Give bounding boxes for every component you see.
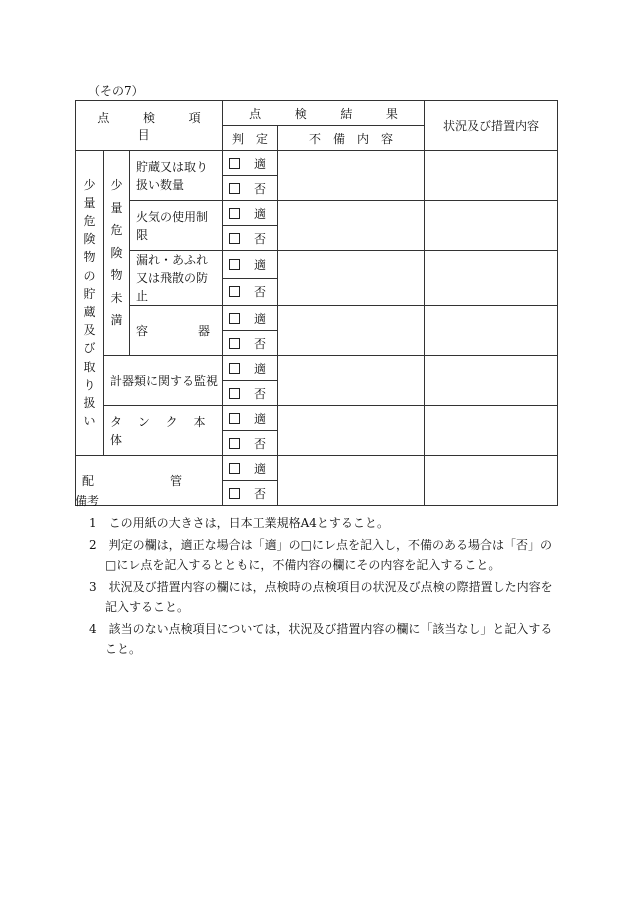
item-container: 容 器 — [130, 306, 223, 356]
deficiency-cell[interactable] — [278, 356, 425, 406]
status-cell[interactable] — [425, 201, 558, 251]
checkbox-icon[interactable] — [229, 158, 240, 169]
judge-ng-checkbox[interactable]: 否 — [223, 331, 278, 356]
remarks-note: 2 判定の欄は，適正な場合は「適」の□にレ点を記入し，不備のある場合は「否」の□にレ点を記入するとともに，不備内容の欄にその内容を記入すること。 — [89, 538, 552, 572]
inspection-table — [75, 100, 558, 506]
inner-category-label: 少 量 危 険 物 未 満 — [104, 151, 130, 356]
judge-ng-checkbox[interactable]: 否 — [223, 481, 278, 506]
header-check-item: 点 検 項 目 — [76, 101, 223, 151]
checkbox-icon[interactable] — [229, 438, 240, 449]
deficiency-cell[interactable] — [278, 406, 425, 456]
deficiency-cell[interactable] — [278, 251, 425, 306]
checkbox-icon[interactable] — [229, 208, 240, 219]
judge-ok-checkbox[interactable]: 適 — [223, 201, 278, 226]
judge-ng-checkbox[interactable]: 否 — [223, 278, 278, 306]
remarks-title: 備考 — [75, 494, 100, 508]
remarks-note: 3 状況及び措置内容の欄には，点検時の点検項目の状況及び点検の際措置した内容を記入すること。 — [89, 580, 553, 614]
deficiency-cell[interactable] — [278, 201, 425, 251]
header-check-result: 点 検 結 果 — [223, 101, 425, 126]
judge-ok-checkbox[interactable]: 適 — [223, 306, 278, 331]
checkbox-icon[interactable] — [229, 233, 240, 244]
judge-ok-checkbox[interactable]: 適 — [223, 356, 278, 381]
checkbox-icon[interactable] — [229, 313, 240, 324]
checkbox-icon[interactable] — [229, 183, 240, 194]
item-tank-body: タ ン ク 本 体 — [104, 406, 223, 456]
checkbox-icon[interactable] — [229, 363, 240, 374]
judge-ok-checkbox[interactable]: 適 — [223, 251, 278, 279]
checkbox-icon[interactable] — [229, 388, 240, 399]
deficiency-cell[interactable] — [278, 151, 425, 201]
status-cell[interactable] — [425, 251, 558, 306]
header-status-measures: 状況及び措置内容 — [425, 101, 558, 151]
status-cell[interactable] — [425, 306, 558, 356]
header-deficiency: 不 備 内 容 — [278, 126, 425, 151]
item-meter-monitoring: 計器類に関する監視 — [104, 356, 223, 406]
checkbox-icon[interactable] — [229, 259, 240, 270]
checkbox-icon[interactable] — [229, 286, 240, 297]
checkbox-icon[interactable] — [229, 463, 240, 474]
page-label: （その7） — [88, 84, 144, 98]
item-storage-quantity: 貯蔵又は取り扱い数量 — [130, 151, 223, 201]
header-judgement: 判 定 — [223, 126, 278, 151]
judge-ng-checkbox[interactable]: 否 — [223, 431, 278, 456]
checkbox-icon[interactable] — [229, 338, 240, 349]
checkbox-icon[interactable] — [229, 413, 240, 424]
remarks-section — [75, 491, 557, 661]
judge-ok-checkbox[interactable]: 適 — [223, 151, 278, 176]
deficiency-cell[interactable] — [278, 306, 425, 356]
status-cell[interactable] — [425, 406, 558, 456]
remarks-note: 4 該当のない点検項目については，状況及び措置内容の欄に「該当なし」と記入すること。 — [89, 622, 553, 656]
judge-ng-checkbox[interactable]: 否 — [223, 176, 278, 201]
judge-ok-checkbox[interactable]: 適 — [223, 456, 278, 481]
judge-ng-checkbox[interactable]: 否 — [223, 381, 278, 406]
judge-ng-checkbox[interactable]: 否 — [223, 226, 278, 251]
item-leak-prevention: 漏れ・あふれ又は飛散の防止 — [130, 251, 223, 306]
status-cell[interactable] — [425, 151, 558, 201]
judge-ok-checkbox[interactable]: 適 — [223, 406, 278, 431]
item-piping: 配 管 — [76, 456, 223, 506]
status-cell[interactable] — [425, 356, 558, 406]
outer-category-label: 少 量 危 険 物 の 貯 蔵 及 び 取 り 扱 い — [76, 151, 104, 456]
remarks-note: 1 この用紙の大きさは，日本工業規格A4とすること。 — [89, 516, 389, 530]
item-fire-use-limit: 火気の使用制限 — [130, 201, 223, 251]
